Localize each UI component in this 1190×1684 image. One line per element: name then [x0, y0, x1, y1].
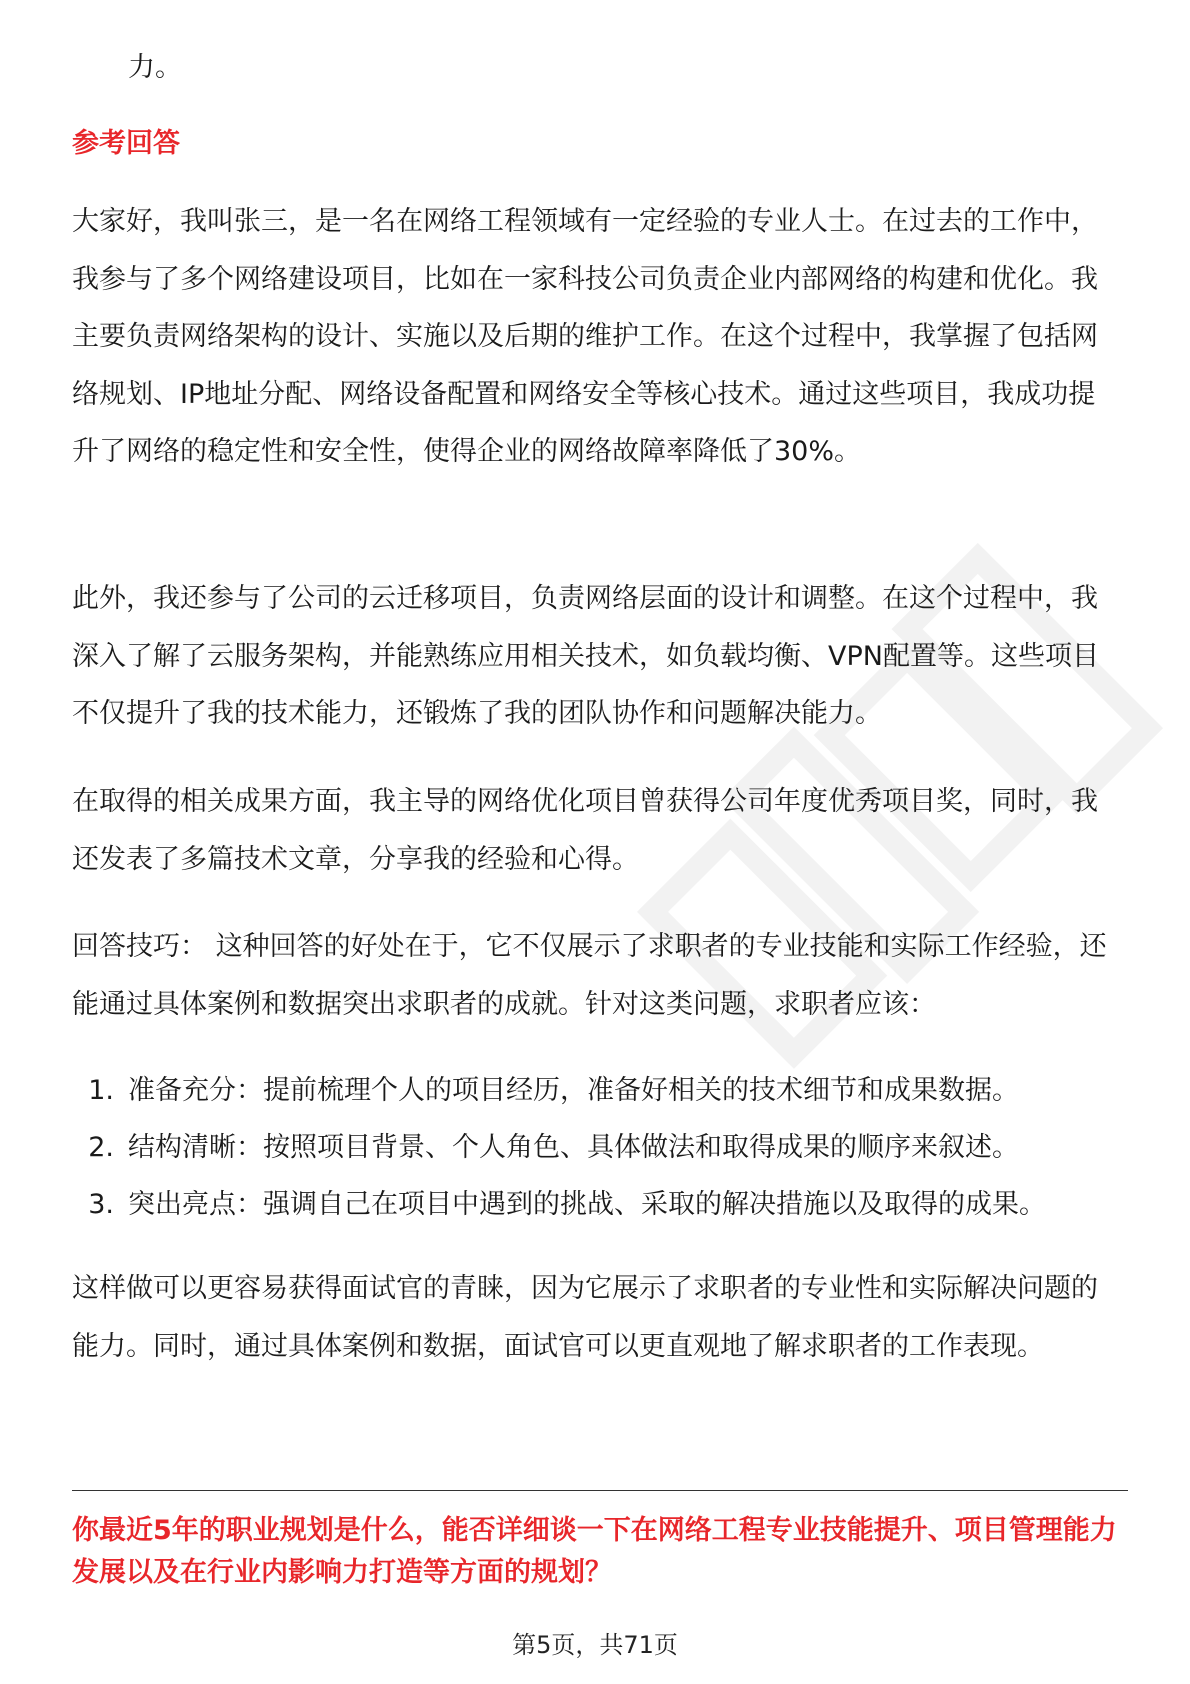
tips-list [72, 1062, 1120, 1233]
list-item-number: 1. [88, 1075, 114, 1106]
list-item-number: 3. [88, 1189, 114, 1220]
section-divider [72, 1490, 1128, 1491]
previous-page-continuation: 力。 [128, 52, 182, 83]
list-item [72, 1176, 1120, 1233]
list-item-text: 结构清晰：按照项目背景、个人角色、具体做法和取得成果的顺序来叙述。 [128, 1132, 1019, 1163]
answer-tips-intro: 回答技巧： 这种回答的好处在于，它不仅展示了求职者的专业技能和实际工作经验，还能通过具体案例和数据突出求职者的成就。针对这类问题，求职者应该： [72, 931, 1107, 1020]
section-title-reference-answer: 参考回答 [72, 128, 180, 159]
answer-conclusion: 这样做可以更容易获得面试官的青睐，因为它展示了求职者的专业性和实际解决问题的能力。同时，通过具体案例和数据，面试官可以更直观地了解求职者的工作表现。 [72, 1273, 1098, 1362]
list-item [72, 1062, 1120, 1119]
answer-paragraph-3: 在取得的相关成果方面，我主导的网络优化项目曾获得公司年度优秀项目奖，同时，我还发表了多篇技术文章，分享我的经验和心得。 [72, 786, 1098, 875]
list-item [72, 1119, 1120, 1176]
next-question-title: 你最近5年的职业规划是什么，能否详细谈一下在网络工程专业技能提升、项目管理能力发展以及在行业内影响力打造等方面的规划？ [72, 1515, 1117, 1588]
page-number-footer: 第5页，共71页 [512, 1631, 678, 1659]
answer-paragraph-1: 大家好，我叫张三，是一名在网络工程领域有一定经验的专业人士。在过去的工作中，我参与了多个网络建设项目，比如在一家科技公司负责企业内部网络的构建和优化。我主要负责网络架构的设计、实施以及后期的维护工作。在这个过程中，我掌握了包括网络规划、IP地址分配、网络设备配置和网络安全等核心技术。通过这些项目，我成功提升了网络的稳定性和安全性，使得企业的网络故障率降低了30%。 [72, 206, 1098, 467]
list-item-text: 突出亮点：强调自己在项目中遇到的挑战、采取的解决措施以及取得的成果。 [128, 1189, 1046, 1220]
answer-paragraph-2: 此外，我还参与了公司的云迁移项目，负责网络层面的设计和调整。在这个过程中，我深入了解了云服务架构，并能熟练应用相关技术，如负载均衡、VPN配置等。这些项目不仅提升了我的技术能力，还锻炼了我的团队协作和问题解决能力。 [72, 583, 1099, 729]
list-item-text: 准备充分：提前梳理个人的项目经历，准备好相关的技术细节和成果数据。 [128, 1075, 1019, 1106]
list-item-number: 2. [88, 1132, 114, 1163]
